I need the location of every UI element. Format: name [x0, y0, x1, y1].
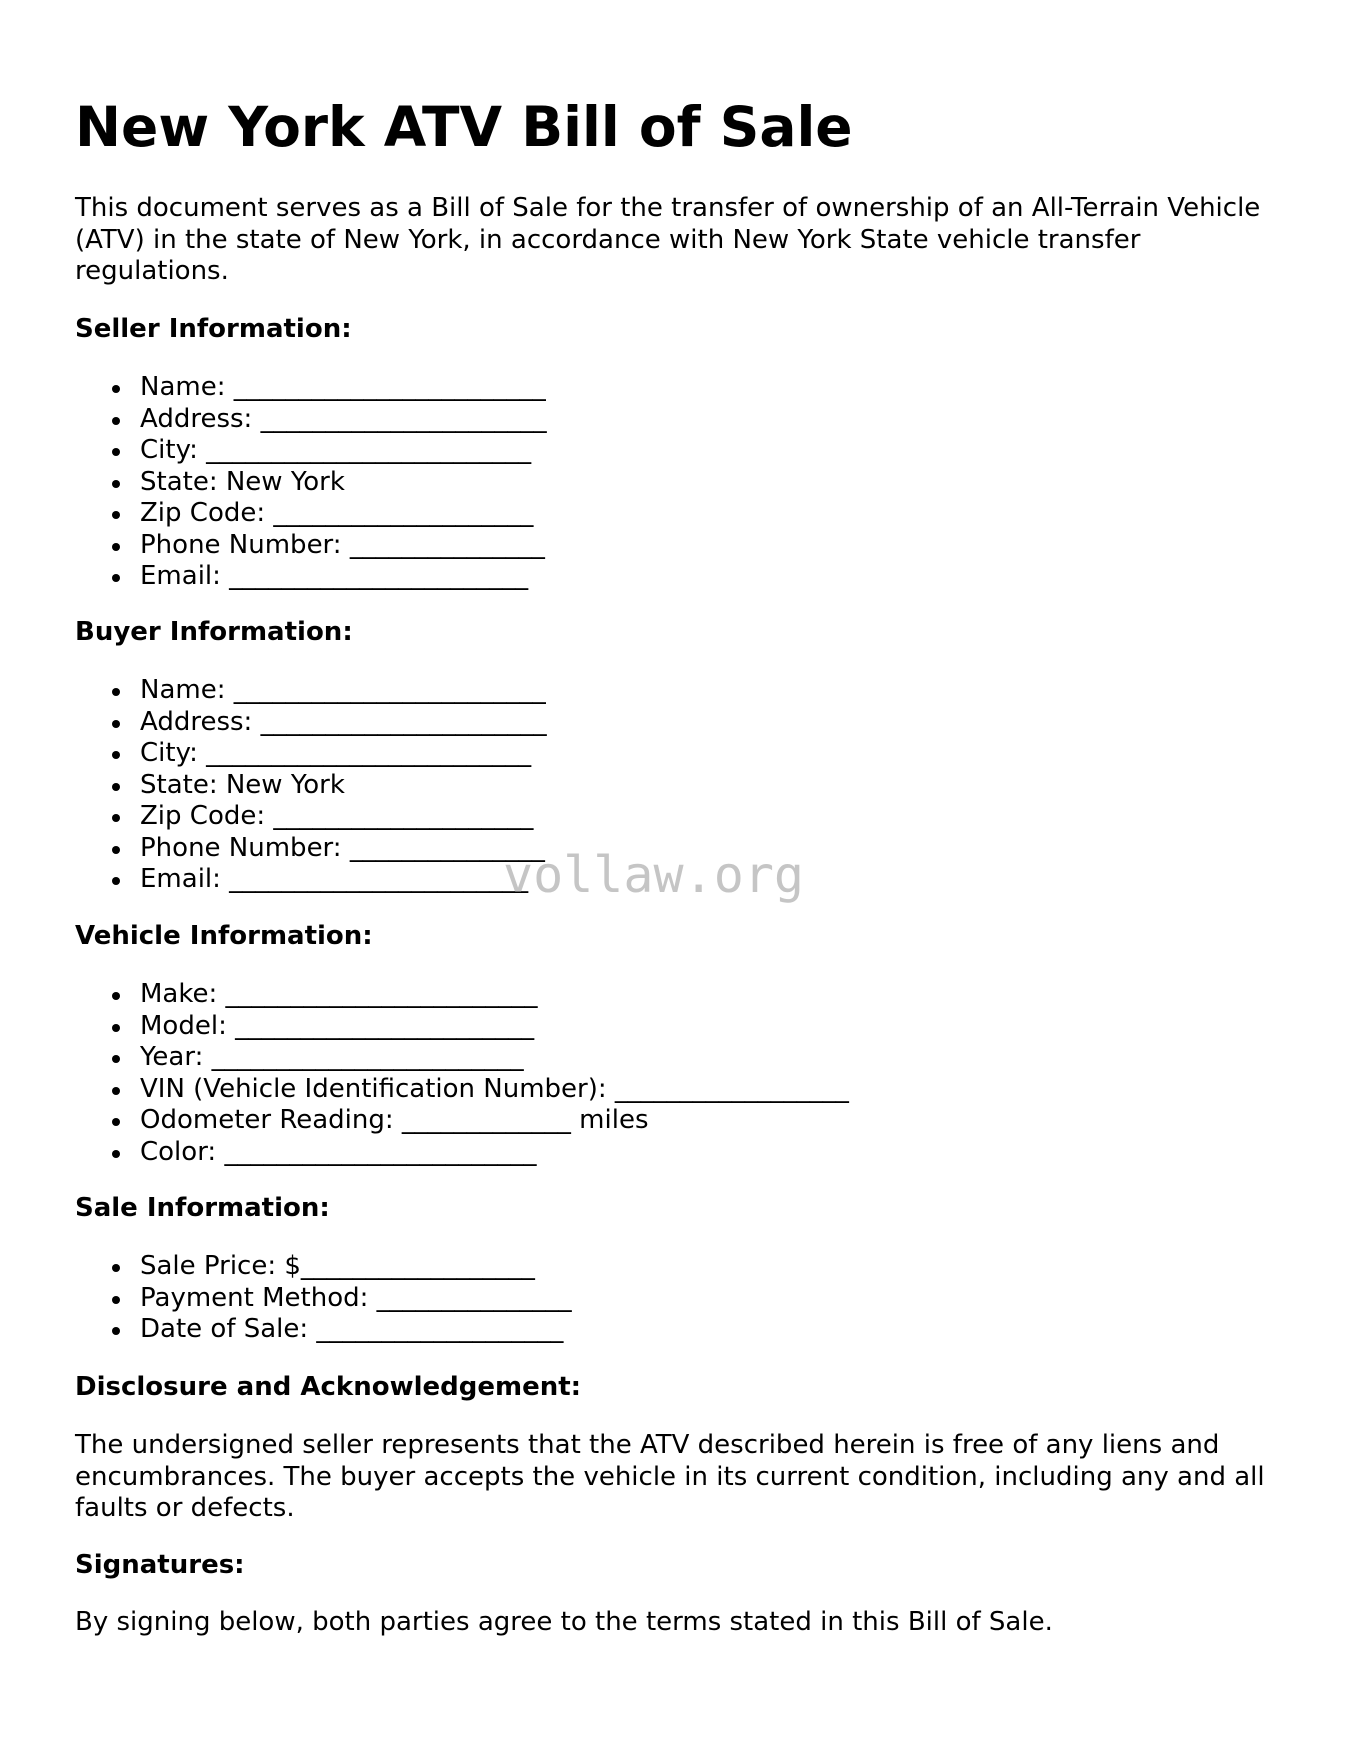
buyer-fields-list: [75, 675, 547, 896]
seller-heading: Seller Information:: [75, 314, 352, 344]
buyer-state-field: State: New York: [75, 770, 547, 802]
seller-state-field: State: New York: [75, 467, 547, 499]
vehicle-heading: Vehicle Information:: [75, 921, 373, 951]
buyer-address-field[interactable]: Address: ______________________: [75, 707, 547, 739]
buyer-zip-field[interactable]: Zip Code: ____________________: [75, 801, 547, 833]
buyer-phone-field[interactable]: Phone Number: _______________: [75, 833, 547, 865]
buyer-name-field[interactable]: Name: ________________________: [75, 675, 547, 707]
vehicle-odometer-field[interactable]: Odometer Reading: _____________ miles: [75, 1105, 849, 1137]
vehicle-color-field[interactable]: Color: ________________________: [75, 1137, 849, 1169]
vehicle-model-field[interactable]: Model: _______________________: [75, 1011, 849, 1043]
buyer-city-field[interactable]: City: _________________________: [75, 738, 547, 770]
sale-heading: Sale Information:: [75, 1193, 330, 1223]
signatures-paragraph: By signing below, both parties agree to the terms stated in this Bill of Sale.: [75, 1607, 1053, 1637]
sale-price-field[interactable]: Sale Price: $__________________: [75, 1251, 572, 1283]
seller-address-field[interactable]: Address: ______________________: [75, 404, 547, 436]
sale-fields-list: [75, 1251, 572, 1346]
seller-name-field[interactable]: Name: ________________________: [75, 372, 547, 404]
payment-method-field[interactable]: Payment Method: _______________: [75, 1283, 572, 1315]
seller-fields-list: [75, 372, 547, 593]
signatures-heading: Signatures:: [75, 1550, 245, 1580]
vehicle-vin-field[interactable]: VIN (Vehicle Identification Number): __________________: [75, 1074, 849, 1106]
date-of-sale-field[interactable]: Date of Sale: ___________________: [75, 1314, 572, 1346]
vehicle-year-field[interactable]: Year: ________________________: [75, 1042, 849, 1074]
vehicle-fields-list: [75, 979, 849, 1168]
seller-email-field[interactable]: Email: _______________________: [75, 561, 547, 593]
disclosure-paragraph: The undersigned seller represents that the ATV described herein is free of any liens and encumbrances. The buyer accepts the vehicle in its current condition, including any and all faults or defects.: [75, 1430, 1265, 1523]
seller-city-field[interactable]: City: _________________________: [75, 435, 547, 467]
buyer-heading: Buyer Information:: [75, 617, 353, 647]
seller-zip-field[interactable]: Zip Code: ____________________: [75, 498, 547, 530]
seller-phone-field[interactable]: Phone Number: _______________: [75, 530, 547, 562]
intro-paragraph: This document serves as a Bill of Sale for the transfer of ownership of an All-Terrain Vehicle (ATV) in the state of New York, in accordance with New York State vehicle transfer regulations.: [75, 193, 1261, 286]
buyer-email-field[interactable]: Email: _______________________: [75, 864, 547, 896]
vehicle-make-field[interactable]: Make: ________________________: [75, 979, 849, 1011]
page-title: New York ATV Bill of Sale: [75, 95, 853, 159]
disclosure-heading: Disclosure and Acknowledgement:: [75, 1372, 582, 1402]
watermark-text: vollaw.org: [503, 846, 805, 904]
